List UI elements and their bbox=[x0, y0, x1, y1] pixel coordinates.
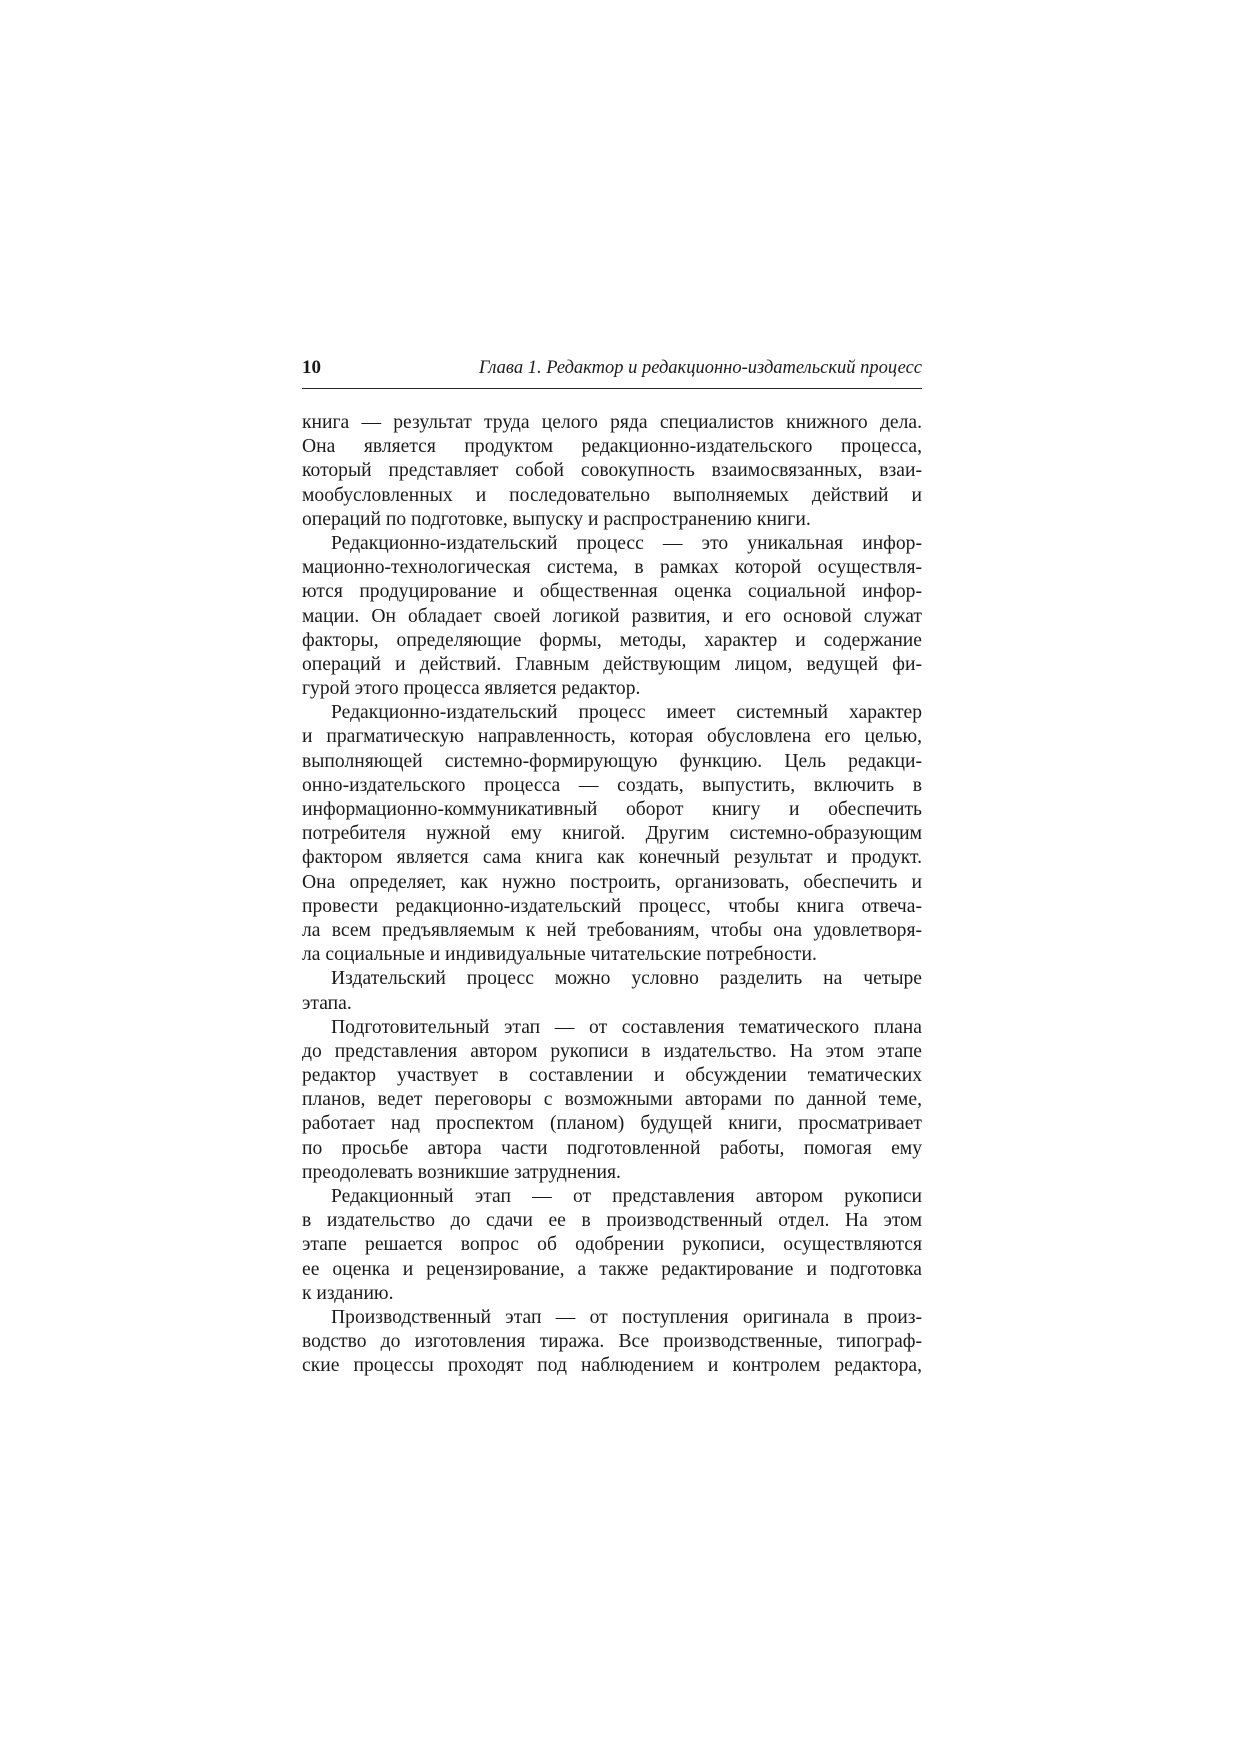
text-line: операций по подготовке, выпуску и распространению книги. bbox=[302, 508, 811, 530]
text-line: ские процессы проходят под наблюдением и контролем редактора, bbox=[302, 1355, 922, 1377]
text-line: Редакционный этап — от представления автором рукописи bbox=[331, 1186, 922, 1207]
text-line: преодолевать возникшие затруднения. bbox=[302, 1161, 621, 1183]
text-line: в издательство до сдачи ее в производственный отдел. На этом bbox=[302, 1210, 922, 1232]
text-line: к изданию. bbox=[302, 1282, 394, 1304]
text-line: водство до изготовления тиража. Все производственные, типограф- bbox=[302, 1331, 922, 1353]
text-line: операций и действий. Главным действующим лицом, ведущей фи- bbox=[302, 653, 922, 675]
text-line: мации. Он обладает своей логикой развития, и его основой служат bbox=[302, 605, 922, 627]
text-line: и прагматическую направленность, которая обусловлена его целью, bbox=[302, 726, 922, 748]
text-line: книга — результат труда целого ряда специалистов книжного дела. bbox=[302, 412, 922, 433]
paragraph bbox=[302, 701, 922, 967]
text-line: по просьбе автора части подготовленной работы, помогая ему bbox=[302, 1137, 922, 1159]
text-line: провести редакционно-издательский процесс, чтобы книга отвеча- bbox=[302, 895, 922, 917]
text-line: Она является продуктом редакционно-издательского процесса, bbox=[302, 436, 922, 458]
text-line: ются продуцирование и общественная оценка социальной инфор- bbox=[302, 581, 922, 603]
text-line: фактором является сама книга как конечный результат и продукт. bbox=[302, 847, 922, 869]
paragraph bbox=[302, 1185, 922, 1306]
text-line: ла всем предъявляемым к ней требованиям, чтобы она удовлетворя- bbox=[302, 919, 922, 941]
text-line: Редакционно-издательский процесс — это уникальная инфор- bbox=[331, 532, 922, 554]
text-body bbox=[302, 411, 922, 1379]
text-line: этапе решается вопрос об одобрении рукописи, осуществляются bbox=[302, 1234, 922, 1256]
text-line: Она определяет, как нужно построить, организовать, обеспечить и bbox=[302, 871, 922, 893]
text-line: Издательский процесс можно условно разделить на четыре bbox=[331, 968, 922, 990]
text-line: Редакционно-издательский процесс имеет системный характер bbox=[331, 702, 922, 724]
text-line: Подготовительный этап — от составления тематического плана bbox=[331, 1016, 922, 1038]
running-title: Глава 1. Редактор и редакционно-издательский процесс bbox=[478, 358, 922, 378]
text-line: онно-издательского процесса — создать, выпустить, включить в bbox=[302, 774, 922, 796]
text-line: мационно-технологическая система, в рамках которой осуществля- bbox=[302, 557, 922, 579]
paragraph bbox=[302, 532, 922, 701]
text-line: гурой этого процесса является редактор. bbox=[302, 678, 641, 700]
text-line: этапа. bbox=[302, 992, 352, 1014]
paragraph bbox=[302, 1306, 922, 1379]
text-line: работает над проспектом (планом) будущей книги, просматривает bbox=[302, 1113, 922, 1135]
text-line: редактор участвует в составлении и обсуждении тематических bbox=[302, 1065, 922, 1087]
paragraph bbox=[302, 1016, 922, 1185]
page-header bbox=[302, 352, 922, 389]
text-line: выполняющей системно-формирующую функцию. Цель редакци- bbox=[302, 750, 922, 772]
page-number: 10 bbox=[302, 357, 321, 378]
text-line: мообусловленных и последовательно выполняемых действий и bbox=[302, 484, 922, 506]
paragraph bbox=[302, 967, 922, 1015]
text-line: который представляет собой совокупность взаимосвязанных, взаи- bbox=[302, 460, 922, 482]
text-line: факторы, определяющие формы, методы, характер и содержание bbox=[302, 629, 922, 651]
text-line: до представления автором рукописи в издательство. На этом этапе bbox=[302, 1040, 922, 1062]
text-line: Производственный этап — от поступления оригинала в произ- bbox=[331, 1306, 922, 1328]
text-line: ее оценка и рецензирование, а также редактирование и подготовка bbox=[302, 1258, 922, 1280]
text-line: планов, ведет переговоры с возможными авторами по данной теме, bbox=[302, 1089, 922, 1111]
text-line: потребителя нужной ему книгой. Другим системно-образующим bbox=[302, 823, 922, 845]
paragraph bbox=[302, 411, 922, 532]
text-line: ла социальные и индивидуальные читательские потребности. bbox=[302, 944, 817, 966]
text-line: информационно-коммуникативный оборот книгу и обеспечить bbox=[302, 799, 922, 820]
